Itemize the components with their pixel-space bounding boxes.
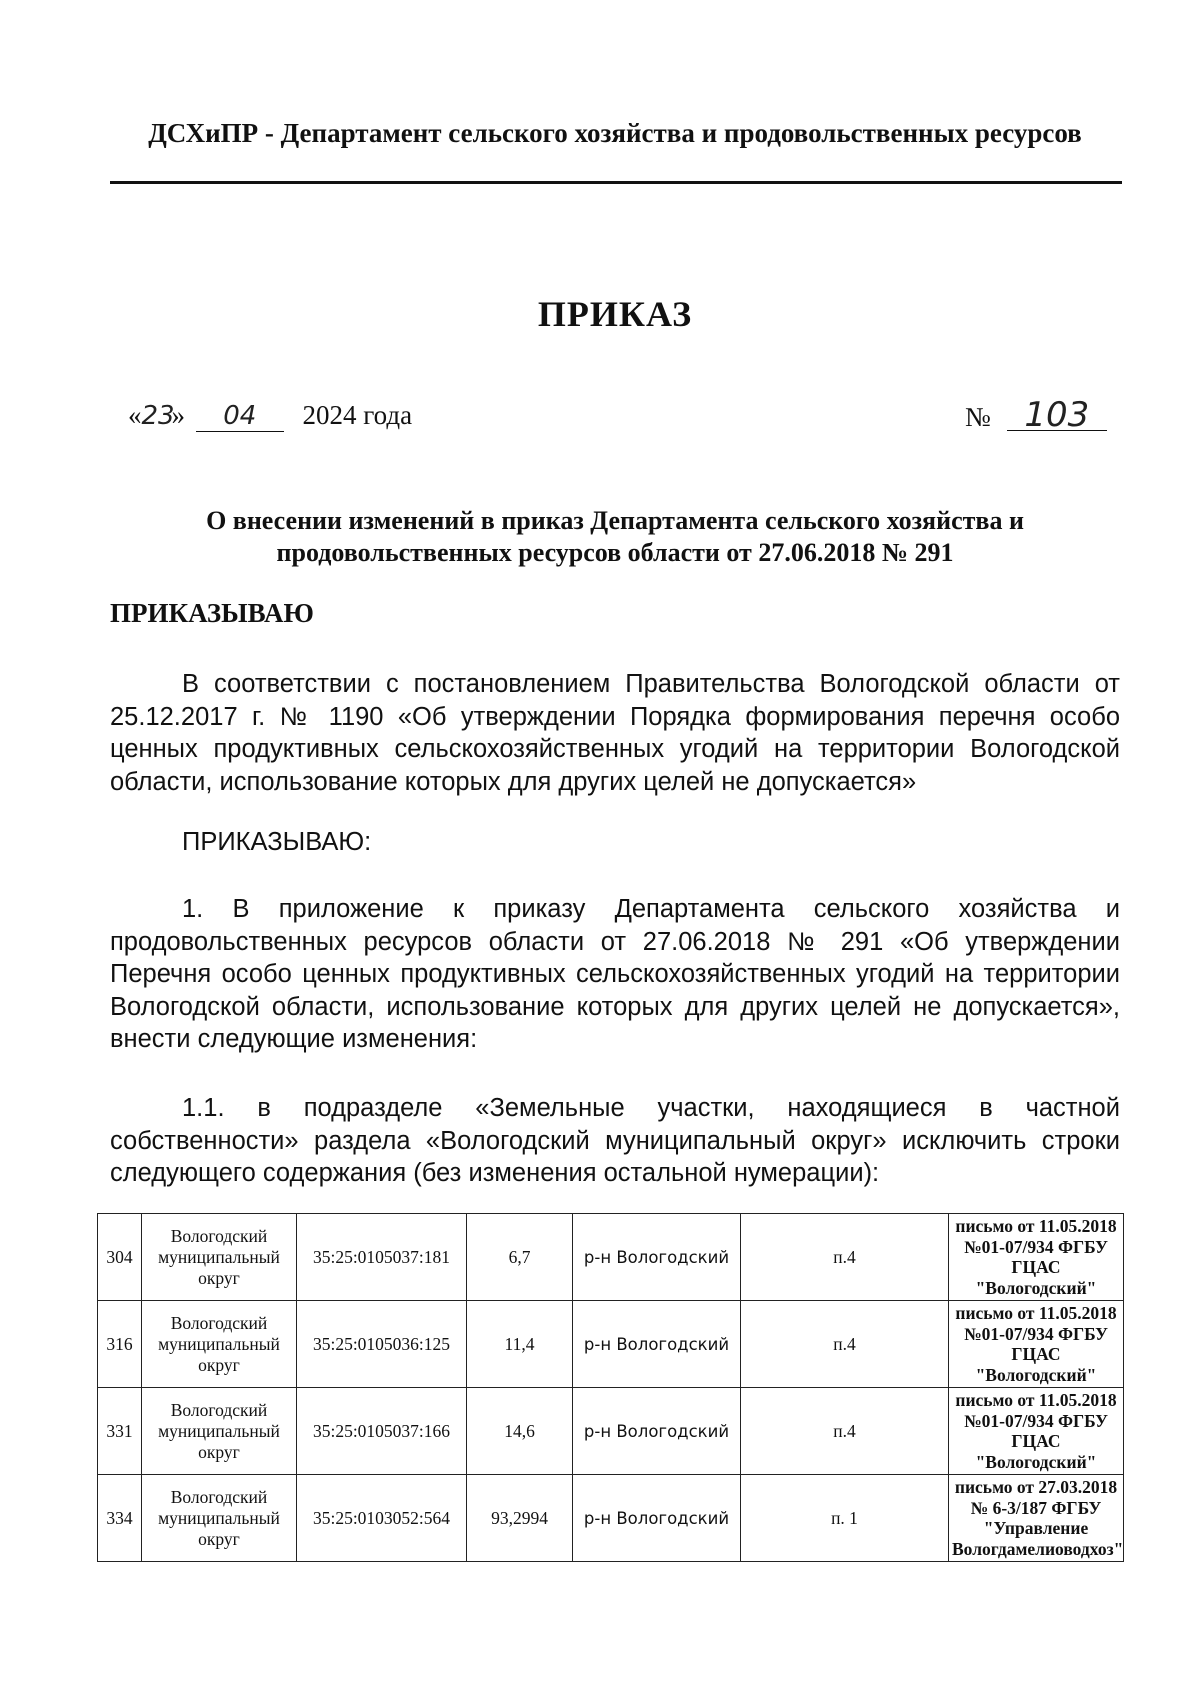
date-day-handwritten: 23: [141, 401, 175, 431]
number-sign: №: [965, 402, 991, 432]
cadastral-number-cell: 35:25:0105036:125: [297, 1301, 467, 1388]
basis-document-cell: письмо от 11.05.2018 №01-07/934 ФГБУ ГЦАС "Вологодский": [949, 1388, 1124, 1475]
document-type-title: ПРИКАЗ: [537, 294, 693, 334]
row-number: 331: [98, 1388, 142, 1475]
organization-header: ДСХиПР - Департамент сельского хозяйства и продовольственных ресурсов: [148, 118, 1082, 148]
criterion-cell: п. 1: [741, 1475, 949, 1562]
area-cell: 11,4: [467, 1301, 573, 1388]
date-word: года: [363, 400, 413, 430]
row-number: 304: [98, 1214, 142, 1301]
row-number: 334: [98, 1475, 142, 1562]
district-cell: Вологодский муниципальный округ: [142, 1214, 297, 1301]
excluded-plots-table: [97, 1213, 1124, 1562]
date-open-quote: «: [128, 400, 142, 430]
preamble-paragraph: В соответствии с постановлением Правительства Вологодской области от 25.12.2017 г. № 1190 «Об утверждении Порядка формирования перечня особо ценных продуктивных сельскохозяйственных угодий на территории Вологодской области, использование которых для других целей не допускается»: [110, 670, 1120, 796]
table-row: [98, 1475, 1124, 1562]
row-number: 316: [98, 1301, 142, 1388]
cadastral-number-cell: 35:25:0105037:181: [297, 1214, 467, 1301]
cadastral-number-cell: 35:25:0103052:564: [297, 1475, 467, 1562]
cadastral-number-cell: 35:25:0105037:166: [297, 1388, 467, 1475]
table-row: [98, 1301, 1124, 1388]
location-cell: р-н Вологодский: [573, 1388, 741, 1475]
district-cell: Вологодский муниципальный округ: [142, 1388, 297, 1475]
document-date: [128, 400, 412, 432]
area-cell: 6,7: [467, 1214, 573, 1301]
date-year: 2024: [302, 400, 357, 430]
area-cell: 14,6: [467, 1388, 573, 1475]
order-word-paragraph: ПРИКАЗЫВАЮ:: [182, 828, 372, 856]
table-row: [98, 1214, 1124, 1301]
order-heading: ПРИКАЗЫВАЮ: [110, 598, 314, 628]
district-cell: Вологодский муниципальный округ: [142, 1301, 297, 1388]
criterion-cell: п.4: [741, 1388, 949, 1475]
location-cell: р-н Вологодский: [573, 1301, 741, 1388]
date-close-quote: »: [171, 400, 185, 430]
item-1-1-paragraph: 1.1. в подразделе «Земельные участки, находящиеся в частной собственности» раздела «Вологодский муниципальный округ» исключить строки следующего содержания (без изменения остальной нумерации):: [110, 1094, 1120, 1187]
criterion-cell: п.4: [741, 1214, 949, 1301]
area-cell: 93,2994: [467, 1475, 573, 1562]
table-row: [98, 1388, 1124, 1475]
number-handwritten: 103: [1007, 400, 1107, 431]
date-month-handwritten: 04: [196, 401, 284, 432]
basis-document-cell: письмо от 11.05.2018 №01-07/934 ФГБУ ГЦАС "Вологодский": [949, 1214, 1124, 1301]
location-cell: р-н Вологодский: [573, 1475, 741, 1562]
district-cell: Вологодский муниципальный округ: [142, 1475, 297, 1562]
item-1-paragraph: 1. В приложение к приказу Департамента сельского хозяйства и продовольственных ресурсов области от 27.06.2018 № 291 «Об утверждении Перечня особо ценных продуктивных сельскохозяйственных угодий на территории Вологодской области, использование которых для других целей не допускается», внести следующие изменения:: [110, 895, 1120, 1053]
location-cell: р-н Вологодский: [573, 1214, 741, 1301]
basis-document-cell: письмо от 27.03.2018 № 6-3/187 ФГБУ "Управление Вологдамелиоводхоз": [949, 1475, 1124, 1562]
document-subject: О внесении изменений в приказ Департамента сельского хозяйства и продовольственных ресурсов области от 27.06.2018 № 291: [206, 506, 1024, 567]
header-divider: [110, 181, 1122, 184]
basis-document-cell: письмо от 11.05.2018 №01-07/934 ФГБУ ГЦАС "Вологодский": [949, 1301, 1124, 1388]
criterion-cell: п.4: [741, 1301, 949, 1388]
document-number: [965, 395, 1107, 435]
